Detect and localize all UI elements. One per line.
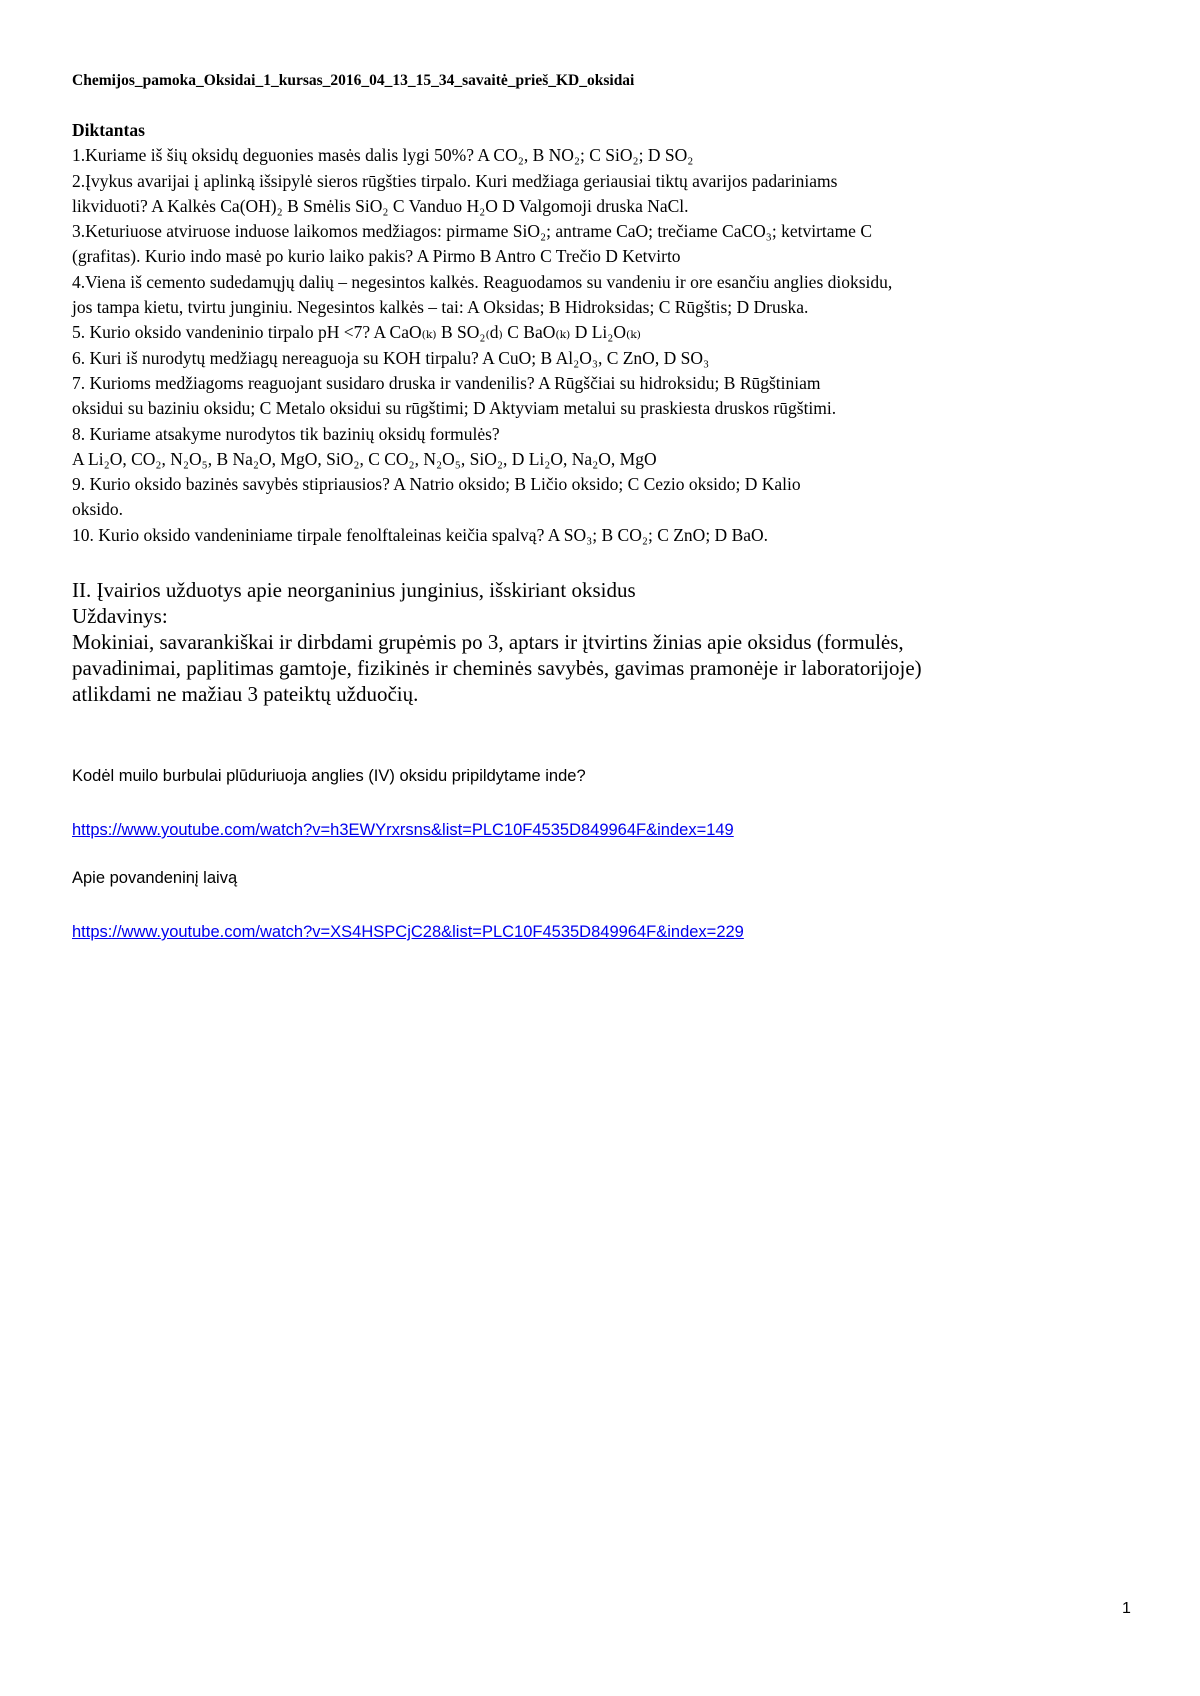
section-two-line: pavadinimai, paplitimas gamtoje, fizikinės ir cheminės savybės, gavimas pramonėje ir laboratorijoje) [72, 656, 922, 680]
youtube-link-1[interactable]: https://www.youtube.com/watch?v=h3EWYrxrsns&list=PLC10F4535D849964F&index=149 [72, 821, 734, 839]
question-line: oksido. [72, 499, 124, 520]
question-line: jos tampa kietu, tvirtu junginiu. Negesintos kalkės – tai: A Oksidas; B Hidroksidas; C Rūgštis; D Druska. [72, 297, 809, 318]
question-line: 2.Įvykus avarijai į aplinką išsipylė sieros rūgšties tirpalo. Kuri medžiaga geriausiai tiktų avarijos padariniams [72, 170, 838, 191]
question-line: 9. Kurio oksido bazinės savybės stipriausios? A Natrio oksido; B Ličio oksido; C Cezio oksido; D Kalio [72, 474, 801, 495]
question-line: A Li₂O, CO₂, N₂O₅, B Na₂O, MgO, SiO₂, C CO₂, N₂O₅, SiO₂, D Li₂O, Na₂O, MgO [72, 448, 657, 469]
diktantas-section [72, 118, 1132, 548]
question-line: 8. Kuriame atsakyme nurodytos tik bazinių oksidų formulės? [72, 423, 500, 444]
question-line: 1.Kuriame iš šių oksidų deguonies masės dalis lygi 50%? A CO₂, B NO₂; C SiO₂; D SO₂ [72, 145, 694, 166]
youtube-link-2[interactable]: https://www.youtube.com/watch?v=XS4HSPCjC28&list=PLC10F4535D849964F&index=229 [72, 923, 744, 941]
question-line: 3.Keturiuose atviruose induose laikomos medžiagos: pirmame SiO₂; antrame CaO; trečiame CaCO₃; ketvirtame C [72, 221, 872, 242]
question-line: 4.Viena iš cemento sudedamųjų dalių – negesintos kalkės. Reaguodamos su vandeniu ir ore esančiu anglies dioksidu, [72, 271, 893, 292]
section-two-heading: II. Įvairios užduotys apie neorganinius junginius, išskiriant oksidus [72, 578, 636, 602]
section-two-line: Mokiniai, savarankiškai ir dirbdami grupėmis po 3, aptars ir įtvirtins žinias apie oksidus (formulės, [72, 630, 904, 654]
question-line: likviduoti? A Kalkės Ca(OH)₂ B Smėlis SiO₂ C Vanduo H₂O D Valgomoji druska NaCl. [72, 195, 689, 216]
question-line: (grafitas). Kurio indo masė po kurio laiko pakis? A Pirmo B Antro C Trečio D Ketvirto [72, 246, 681, 267]
question-line: 7. Kurioms medžiagoms reaguojant susidaro druska ir vandenilis? A Rūgščiai su hidroksidu; B Rūgštiniam [72, 372, 821, 393]
video-question-1: Kodėl muilo burbulai plūduriuoja anglies (IV) oksidu pripildytame inde? [72, 767, 586, 785]
document-title: Chemijos_pamoka_Oksidai_1_kursas_2016_04_13_15_34_savaitė_prieš_KD_oksidai [72, 72, 635, 89]
diktantas-heading: Diktantas [72, 120, 145, 140]
question-line: 6. Kuri iš nurodytų medžiagų nereaguoja su KOH tirpalu? A CuO; B Al₂O₃, C ZnO, D SO₃ [72, 347, 710, 368]
question-line: oksidui su baziniu oksidu; C Metalo oksidui su rūgštimi; D Aktyviam metalui su praskiesta druskos rūgštimi. [72, 398, 837, 419]
question-line: 10. Kurio oksido vandeniniame tirpale fenolftaleinas keičia spalvą? A SO₃; B CO₂; C ZnO; D BaO. [72, 524, 769, 545]
section-two [72, 577, 1132, 707]
section-two-subheading: Uždavinys: [72, 604, 168, 628]
video-question-2: Apie povandeninį laivą [72, 869, 238, 887]
page-number: 1 [1122, 1600, 1131, 1617]
question-line: 5. Kurio oksido vandeninio tirpalo pH <7? A CaO₍ₖ₎ B SO₂₍d₎ C BaO₍ₖ₎ D Li₂O₍ₖ₎ [72, 322, 641, 343]
section-two-line: atlikdami ne mažiau 3 pateiktų užduočių. [72, 682, 419, 706]
